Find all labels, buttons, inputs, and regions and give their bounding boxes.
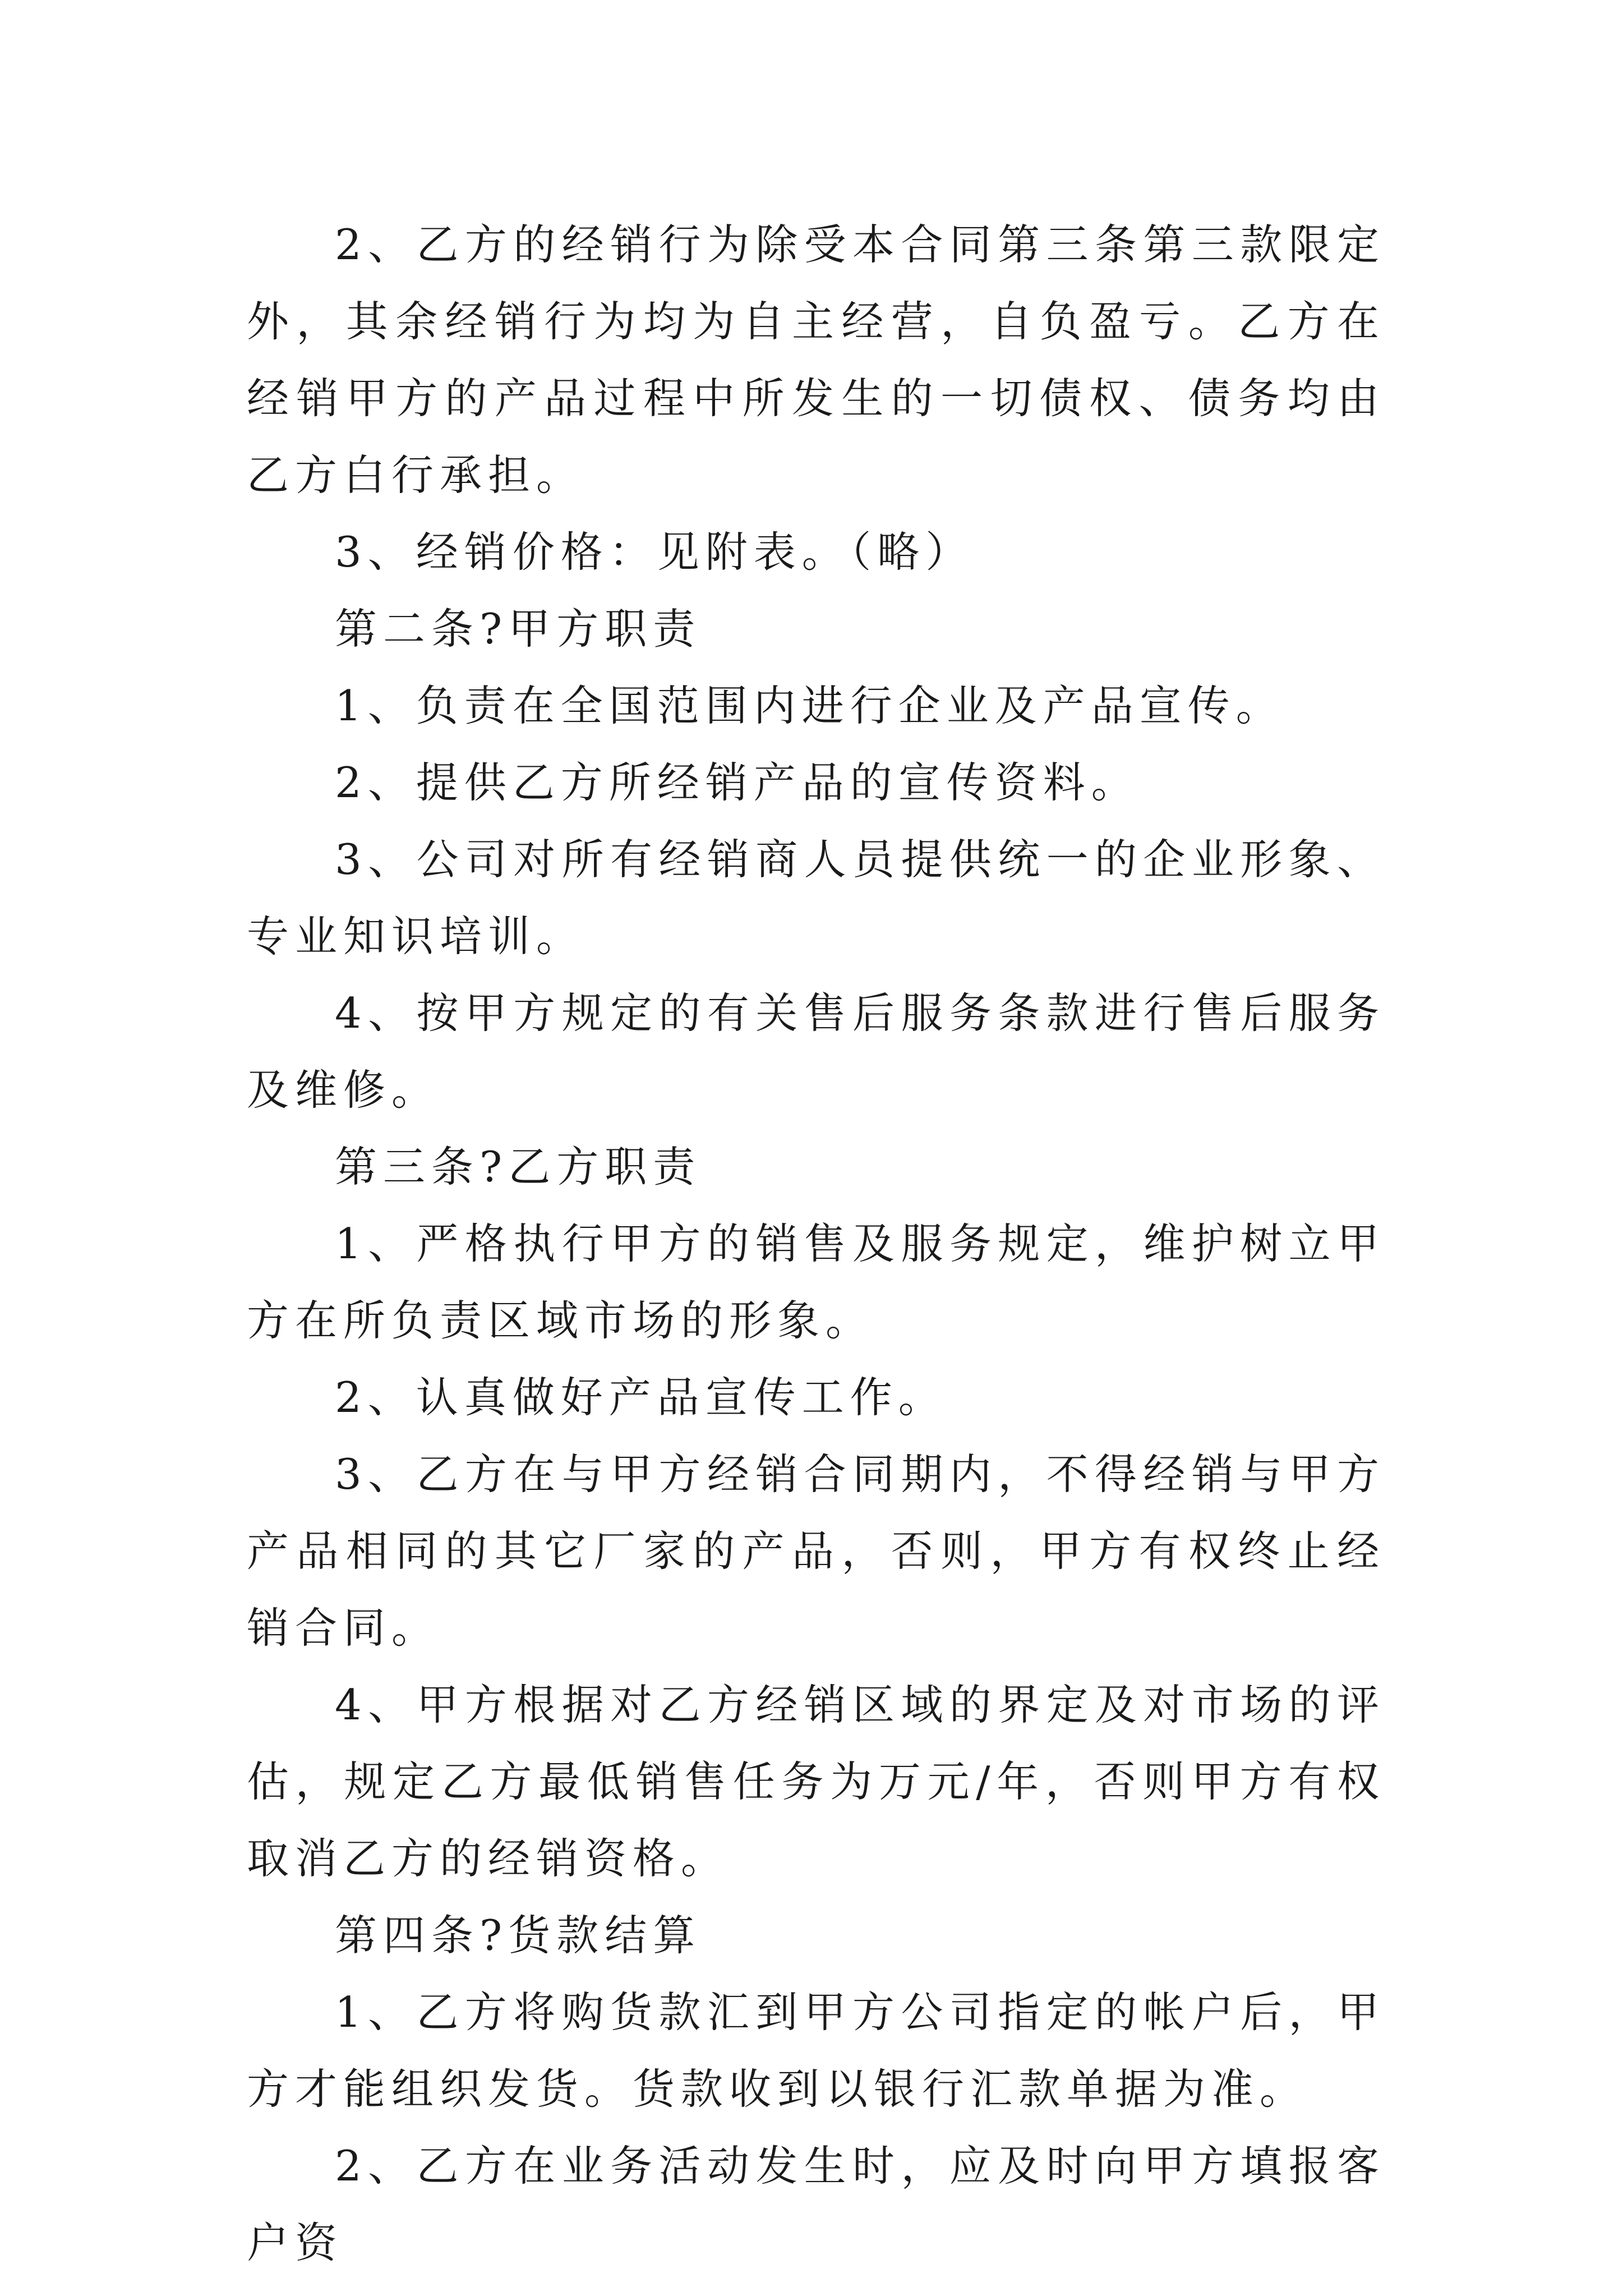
paragraph-clause-4-1: 1、乙方将购货款汇到甲方公司指定的帐户后，甲方才能组织发货。货款收到以银行汇款单据为准。 bbox=[247, 1987, 1385, 2114]
document-body bbox=[247, 206, 1385, 2281]
paragraph-clause-2-1: 1、负责在全国范围内进行企业及产品宣传。 bbox=[335, 681, 1284, 730]
paragraph-clause-3-3: 3、乙方在与甲方经销合同期内，不得经销与甲方产品相同的其它厂家的产品，否则，甲方有权终止经销合同。 bbox=[247, 1450, 1385, 1653]
paragraph-clause-2-3: 3、公司对所有经销商人员提供统一的企业形象、专业知识培训。 bbox=[247, 835, 1385, 961]
paragraph-clause-1-2: 2、乙方的经销行为除受本合同第三条第三款限定外，其余经销行为均为自主经营，自负盈亏。乙方在经销甲方的产品过程中所发生的一切债权、债务均由乙方白行承担。 bbox=[247, 220, 1385, 500]
section-heading-article-4: 第四条?货款结算 bbox=[335, 1911, 702, 1960]
paragraph-clause-3-4: 4、甲方根据对乙方经销区域的界定及对市场的评估，规定乙方最低销售任务为万元/年，否则甲方有权取消乙方的经销资格。 bbox=[247, 1680, 1385, 1883]
paragraph-clause-3-1: 1、严格执行甲方的销售及服务规定，维护树立甲方在所负责区域市场的形象。 bbox=[247, 1219, 1385, 1345]
section-heading-article-2: 第二条?甲方职责 bbox=[335, 604, 702, 654]
paragraph-clause-1-3: 3、经销价格：见附表。（略） bbox=[335, 527, 974, 577]
paragraph-clause-4-2: 2、乙方在业务活动发生时，应及时向甲方填报客户资 bbox=[247, 2141, 1385, 2267]
paragraph-clause-2-4: 4、按甲方规定的有关售后服务条款进行售后服务及维修。 bbox=[247, 988, 1385, 1115]
paragraph-clause-2-2: 2、提供乙方所经销产品的宣传资料。 bbox=[335, 758, 1140, 807]
paragraph-clause-3-2: 2、认真做好产品宣传工作。 bbox=[335, 1373, 947, 1422]
section-heading-article-3: 第三条?乙方职责 bbox=[335, 1142, 702, 1191]
